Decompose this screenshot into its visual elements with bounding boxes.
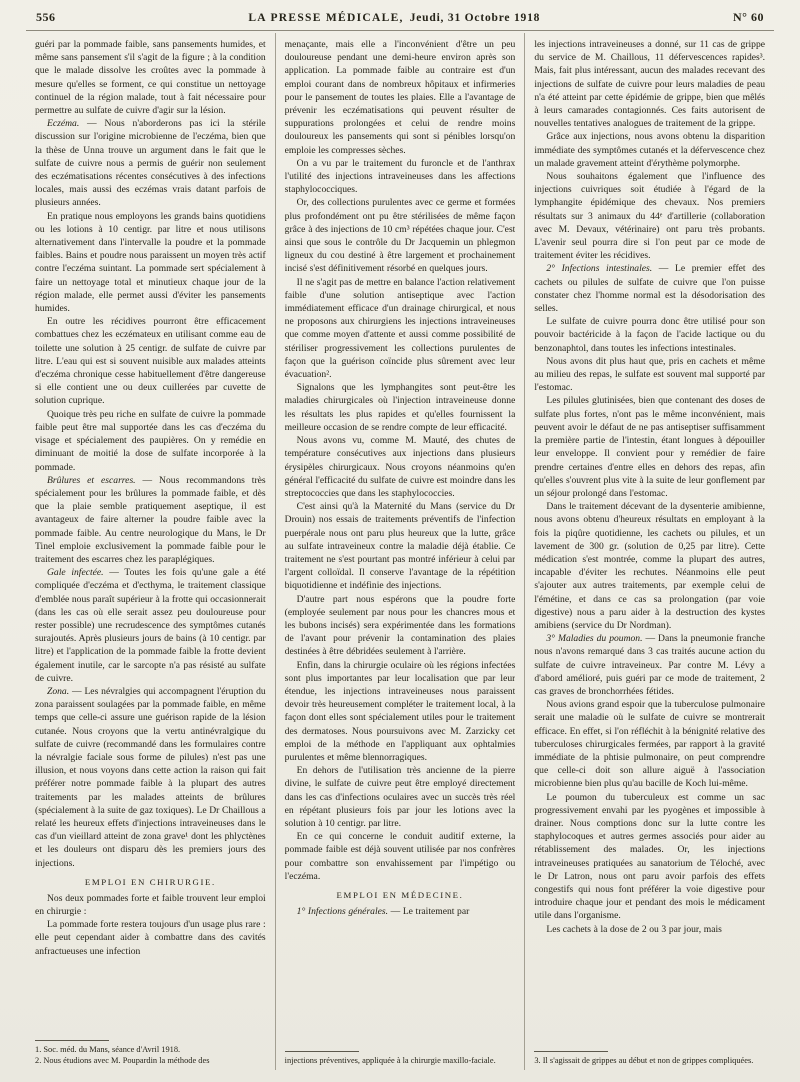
paragraph: 1° Infections générales. — Le traitement par [296,906,470,917]
paragraph: On a vu par le traitement du furoncle et de l'anthrax l'utilité des injections intraveineuses dans les affections staphylococciques. [284,157,516,196]
paragraph: Nous avons dit plus haut que, pris en cachets et même au milieu des repas, le sulfate est souvent mal supporté par l'estomac. [534,355,766,394]
paragraph: En pratique nous employons les grands bains quotidiens ou les lotions à 10 centigr. par litre et nous utilisons alternativement dans l'intervalle la poudre et la pommade faibles. Bains et poudre nous paraissent un moyen très actif contre l'eczéma suintant. La pommade sert spécialement à faire un nettoyage total et minutieux chaque jour de la région malade, elle permet aussi d'éviter les pansements humides. [35,210,266,315]
paragraph-lead: Zona. [47,685,70,697]
footnote: 2. Nous étudions avec M. Poupardin la méthode des [35,1056,210,1066]
footnote: 3. Il s'agissait de grippes au début et non de grippes compliquées. [534,1056,754,1066]
paragraph: Nos deux pommades forte et faible trouvent leur emploi en chirurgie : [35,892,266,917]
paragraph: Nous avions grand espoir que la tuberculose pulmonaire serait une maladie où le sulfate de cuivre se montrerait efficace. En effet, si l'on réfléchit à la bénignité relative des tuberculoses chirurgicales fermées, par rapport à la gravité immédiate de la phtisie pulmonaire, on peut comprendre que celle-ci doit son allure aiguë à l'association microbienne bien plus qu'au bacille de Koch lui-même. [534,699,766,790]
column-1 [26,33,275,1070]
paragraph-lead: 2° Infections intestinales. [546,263,653,275]
column-2-text [285,38,516,1047]
issue-number: N° 60 [733,10,764,24]
paragraph: Signalons que les lymphangites sont peut-être les maladies chirurgicales où l'injection intraveineuse donne les résultats les plus rapides et qu'elles fournissent la meilleure occasion de se rendre compte de leur efficacité. [284,382,516,433]
journal-title-line [248,12,540,24]
issue-date: Jeudi, 31 Octobre 1918 [409,12,541,24]
page-header [26,8,774,31]
column-1-text [35,38,266,1036]
page-number: 556 [36,10,56,24]
paragraph: Gale infectée. — Toutes les fois qu'une gale a été compliquée d'eczéma et d'ecthyma, le traitement classique d'emblée nous paraît supérieur à la frotte qui occasionnerait (dans les cas où elle serait assez peu douloureuse pour rester possible) une recrudescence des symptômes cutanés surajoutés. Après plusieurs jours de bains (à 10 centigr. par litre) et l'application de la pommade faible la frotte devient également inutile, car le sarcopte n'a pas résisté au sulfate de cuivre. [35,567,266,684]
paragraph: Brûlures et escarres. — Nous recommandons très spécialement pour les brûlures la pommade faible, et dès que la plaie semble pratiquement aseptique, il est avantageux de faire alterner la poudre faible avec la pommade faible. Au centre neurologique du Mans, le Dr Tinel emploie exclusivement la pommade faible pour le traitement des escarres chez les paraplégiques. [35,474,266,565]
paragraph: les injections intraveineuses a donné, sur 11 cas de grippe du service de M. Chaillous, 11 défervescences rapides³. Mais, fait plus intéressant, aucun des malades recevant des injections de sulfate de cuivre pour leurs maladies de peau n'a été atteint par cette épidémie de grippe, bien que mêlés à leurs camarades contagionnés. Ces faits autorisent de nouvelles tentatives analogues de traitement de la grippe. [534,39,766,130]
paragraph: Quoique très peu riche en sulfate de cuivre la pommade faible peut être mal supportée dans les cas d'eczéma du visage et spécialement des paupières. On y remédie en diminuant de moitié la dose de sulfate incorporée à la pommade. [35,408,266,473]
paragraph: Nous souhaitons également que l'influence des injections cuivriques soit étudiée à l'égard de la lymphangite épidémique des chevaux. Nos premiers résultats sur 3 animaux du 44ᵉ d'artillerie (collaboration avec M. Devaux, vétérinaire) ont paru très probants. L'avenir seul pourra dire si l'on peut par ce mode de traitement éviter les récidives. [534,171,766,262]
paragraph: Zona. — Les névralgies qui accompagnent l'éruption du zona paraissent soulagées par la pommade faible, en même temps que celle-ci assure une guérison rapide de la lésion cutanée. Nous croyons que la vertu antinévralgique du sulfate de cuivre (recommandé dans les formulaires contre la névralgie faciale sous forme de pilules) n'est pas une illusion, et nous voyons dans cette action la raison qui fait préférer notre pommade faible à la plupart des autres traitements par les malades atteints de brûlures (spécialement à la suite de gaz toxiques). Le Dr Chaillous a relaté les heureux effets d'injections intraveineuses dans le cas d'un vieillard atteint de zona grave¹ dont les phlyctènes et les douleurs ont disparu dès les premiers jours des injections. [35,685,266,869]
section-heading: EMPLOI EN MÉDECINE. [336,890,464,900]
paragraph-lead: Gale infectée. [47,567,104,579]
paragraph: En ce qui concerne le conduit auditif externe, la pommade faible est déjà souvent utilisée par nos confrères pour combattre son envahissement par l'impétigo ou l'eczéma. [284,831,516,882]
paragraph: Nous avons vu, comme M. Mauté, des chutes de température consécutives aux injections dans plusieurs érysipèles chirurgicaux. Nous croyons néanmoins qu'en général l'efficacité du sulfate de cuivre est moindre dans les streptococcies que dans les staphylococcies. [284,435,516,499]
paragraph: En outre les récidives pourront être efficacement combattues chez les eczémateux en utilisant comme eau de toilette une solution à 25 centigr. de sulfate de cuivre par litre. L'eau qui est si souvent nuisible aux malades atteints d'eczéma chronique cesse habituellement d'être dangereuse si elle contient une ou deux cuillerées par cuvette de solution cuprique. [35,316,266,407]
paragraph-lead: 3° Maladies du poumon. [546,633,643,645]
section-heading: EMPLOI EN CHIRURGIE. [84,876,216,887]
paragraph-lead: Eczéma. [47,118,80,130]
footnote: injections préventives, appliquée à la chirurgie maxillo-faciale. [284,1056,496,1066]
column-3-footnotes [534,1047,765,1067]
paragraph: Grâce aux injections, nous avons obtenu la disparition immédiate des symptômes cutanés et la défervescence chez un malade gravement atteint d'érythème polymorphe. [534,131,766,169]
paragraph: Eczéma. — Nous n'aborderons pas ici la stérile discussion sur l'origine microbienne de l'eczéma, bien que la thèse de Unna trouve un argument dans le fait que le sulfate de cuivre nous a permis de guérir non seulement des eczématisations récentes consécutives à des infections locales, mais aussi des eczémas vrais datant parfois de plusieurs années. [35,118,266,209]
paragraph: Il ne s'agit pas de mettre en balance l'action relativement faible d'une solution antiseptique avec l'action immédiatement efficace d'un drainage chirurgical, et nous ne proposons aux chirurgiens les injections intraveineuses que comme moyen d'attente et aussi comme possibilité de stériliser progressivement les collections purulentes de façon que la guérison coïncide plus sûrement avec leur évacuation². [284,276,516,381]
paragraph-lead: 1° Infections générales. [296,906,389,917]
column-1-footnotes [35,1036,266,1067]
paragraph: menaçante, mais elle a l'inconvénient d'être un peu douloureuse pendant une demi-heure environ après son application. La pommade faible au contraire est d'un emploi courant dans de nombreux hôpitaux et infirmeries pour le pansement de toutes les plaies. Elle a l'avantage de prévenir les eczématisations qui peuvent résulter de suppurations prolongées et celui de rendre moins douloureux les pansements qui sont si pénibles lorsqu'on emploie les compresses sèches. [284,39,516,156]
column-3-text [534,38,765,1047]
paragraph: Or, des collections purulentes avec ce germe et formées plus profondément ont pu être stérilisées de même façon grâce à des injections de 10 cm³ répétées chaque jour. C'est ainsi que sous le contrôle du Dr Jacquemin un phlegmon ligneux du cou destiné à être largement et prochainement incisé s'est définitivement résorbé en quelques jours. [284,197,516,275]
paragraph: Dans le traitement décevant de la dysenterie amibienne, nous avons obtenu d'heureux résultats en employant à la fois la piqûre quotidienne, les cachets ou pilules, et un lavement de 300 gr. (solution de 0,25 par litre). Cette médication s'est montrée, comme la plupart des autres, incapable d'éviter les rechutes. Néanmoins elle peut s'ajouter aux autres traitements, par exemple celui de l'émétine, et dans ce cas sa prolongation (par voie digestive) nous a paru aider à la destruction des kystes amibiens (service du Dr Nordman). [534,501,766,631]
paragraph: 2° Infections intestinales. — Le premier effet des cachets ou pilules de sulfate de cuivre que l'on puisse constater chez l'homme normal est la désodorisation des selles. [534,263,766,315]
paragraph: En dehors de l'utilisation très ancienne de la pierre divine, le sulfate de cuivre peut être employé directement dans les cas d'infections oculaires avec un succès très réel en répétant plusieurs fois par jour les lotions avec la solution à 10 centigr. par litre. [284,765,516,829]
paragraph: Le poumon du tuberculeux est comme un sac progressivement envahi par les pyogènes et impossible à drainer. Nous comptions donc sur la lutte contre les staphylocoques et autres germes associés pour aider au rétablissement des malades. Or, les injections intraveineuses pratiquées au sanatorium de Téloché, avec le Dr Latron, nous ont paru avoir parfois des effets congestifs qui nous font préférer la voie digestive pour introduire chaque jour et pendant des mois le médicament utile dans l'organisme. [534,791,766,922]
journal-title: LA PRESSE MÉDICALE, [248,12,404,24]
column-2-footnotes [285,1047,516,1067]
footnote: 1. Soc. méd. du Mans, séance d'Avril 1918. [35,1045,181,1055]
paragraph: 3° Maladies du poumon. — Dans la pneumonie franche nous n'avons remarqué dans 3 cas traités aucune action du sulfate de cuivre intraveineux. Par contre M. Lévy a d'abord amélioré, puis guéri par ce mode de traitement, 2 cas graves de bronchorrhées fétides. [534,633,766,697]
paragraph: La pommade forte restera toujours d'un usage plus rare : elle peut cependant aider à combattre dans des cavités anfractueuses une infection [35,919,266,957]
column-3 [524,33,774,1070]
paragraph-lead: Brûlures et escarres. [47,474,136,486]
paragraph: Les cachets à la dose de 2 ou 3 par jour, mais [546,923,722,935]
paragraph: guéri par la pommade faible, sans pansements humides, et même sans pansement s'il s'agit de la figure ; à la condition que le malade dissolve les croûtes avec la pommade à mesure qu'elles se forment, ce qui constitue un nettoyage continuel de la région malade, tout à fait nécessaire pour permettre au sulfate de cuivre d'agir sur la lésion. [35,39,266,117]
paragraph: Enfin, dans la chirurgie oculaire où les régions infectées sont plus importantes par leur localisation que par leur étendue, les injections intraveineuses nous paraissent devoir très heureusement compléter le traitement local, à la façon dont elles sont spécialement utiles pour le traitement des dermatoses. Nous poursuivons avec M. Zarzicky cet emploi de la méthode en l'appliquant aux ophtalmies purulentes et même blennorragiques. [284,659,516,763]
columns-container [26,33,774,1070]
paragraph: D'autre part nous espérons que la poudre forte (employée seulement par nous pour les chancres mous et les bubons incisés) sera expérimentée dans les formations de l'avant pour prévenir la contamination des plaies destinées à être débridées seulement à l'arrière. [284,593,516,658]
column-2 [275,33,525,1070]
paragraph: C'est ainsi qu'à la Maternité du Mans (service du Dr Drouin) nos essais de traitements préventifs de l'infection puerpérale nous ont paru plus heureux que la lutte, grâce au sulfate intraveineux contre la maladie déjà établie. Ce traitement ne s'est pourtant pas montré inférieur à celui par l'argent colloïdal. Il conserve l'avantage de la répétition biquotidienne et indéfinie des injections. [284,501,516,592]
paragraph: Les pilules glutinisées, bien que contenant des doses de sulfate plus fortes, n'ont pas le même inconvénient, mais peuvent avoir le défaut de ne pas antiseptiser suffisamment la première partie de l'intestin, étant longues à dépouiller leur enveloppe. Il convient pour y remédier de faire prendre certaines d'entre elles en dehors des repas, afin qu'elles s'ouvrent plus vite à la suite de leur gonflement par un séjour prolongé dans l'estomac. [534,395,766,499]
paragraph: Le sulfate de cuivre pourra donc être utilisé pour son pouvoir bactéricide à la façon de l'acide lactique ou du benzonaphtol, dans toutes les infections intestinales. [534,316,766,354]
